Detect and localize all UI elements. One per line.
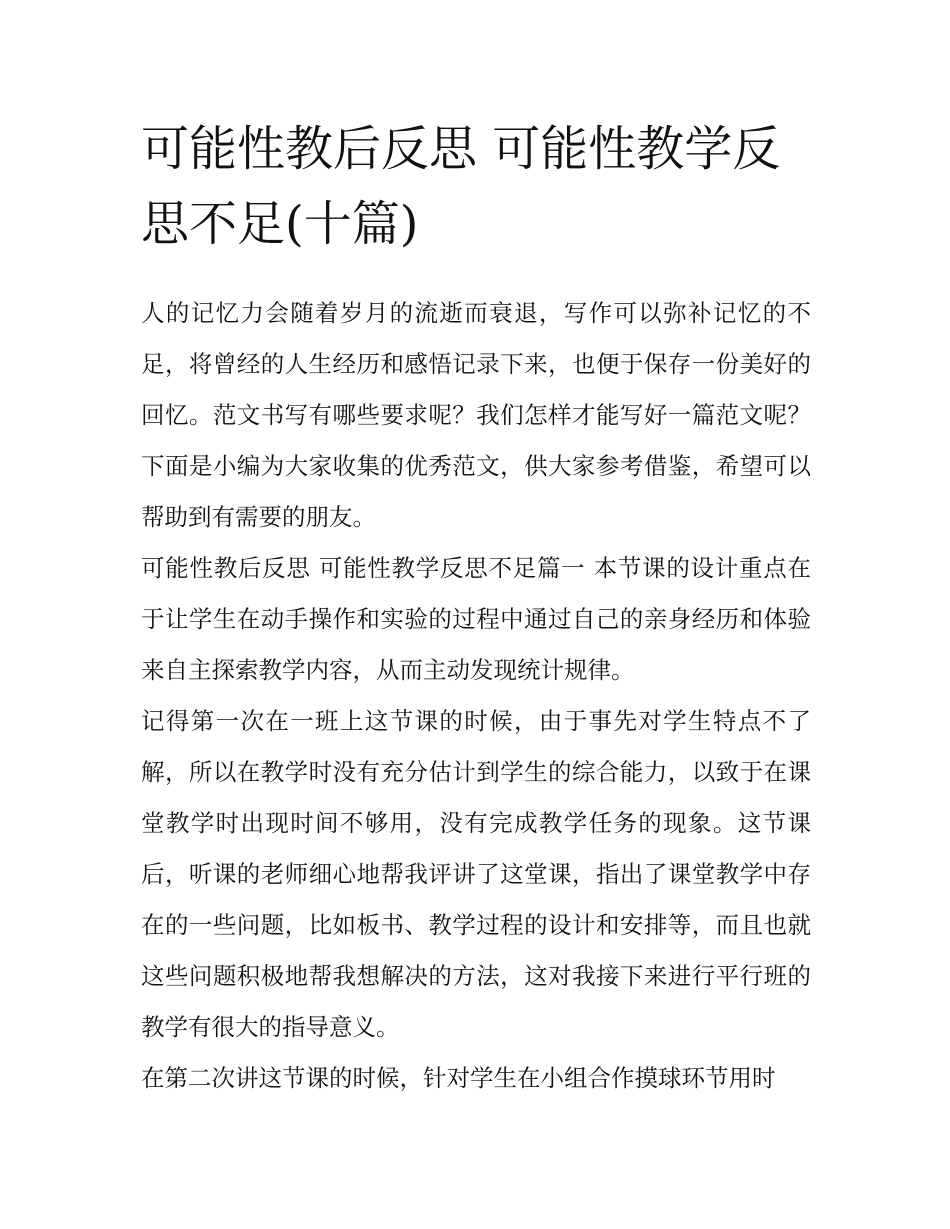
document-page [141,112,811,1104]
first-lesson-paragraph: 记得第一次在一班上这节课的时候，由于事先对学生特点不了解，所以在教学时没有充分估计到学生的综合能力，以致于在课堂教学时出现时间不够用，没有完成教学任务的现象。这节课后，听课的老师细心地帮我评讲了这堂课，指出了课堂教学中存在的一些问题，比如板书、教学过程的设计和安排等，而且也就这些问题积极地帮我想解决的方法，这对我接下来进行平行班的教学有很大的指导意义。 [141,707,811,1041]
document-title: 可能性教后反思 可能性教学反思不足(十篇) [141,121,781,252]
second-lesson-paragraph: 在第二次讲这节课的时候，针对学生在小组合作摸球环节用时 [141,1064,776,1092]
intro-paragraph: 人的记忆力会随着岁月的流逝而衰退，写作可以弥补记忆的不足，将曾经的人生经历和感悟记录下来，也便于保存一份美好的回忆。范文书写有哪些要求呢？我们怎样才能写好一篇范文呢？下面是小编为大家收集的优秀范文，供大家参考借鉴，希望可以帮助到有需要的朋友。 [141,299,811,531]
section-one-paragraph: 可能性教后反思 可能性教学反思不足篇一 本节课的设计重点在于让学生在动手操作和实验的过程中通过自己的亲身经历和体验来自主探索教学内容，从而主动发现统计规律。 [141,554,811,684]
